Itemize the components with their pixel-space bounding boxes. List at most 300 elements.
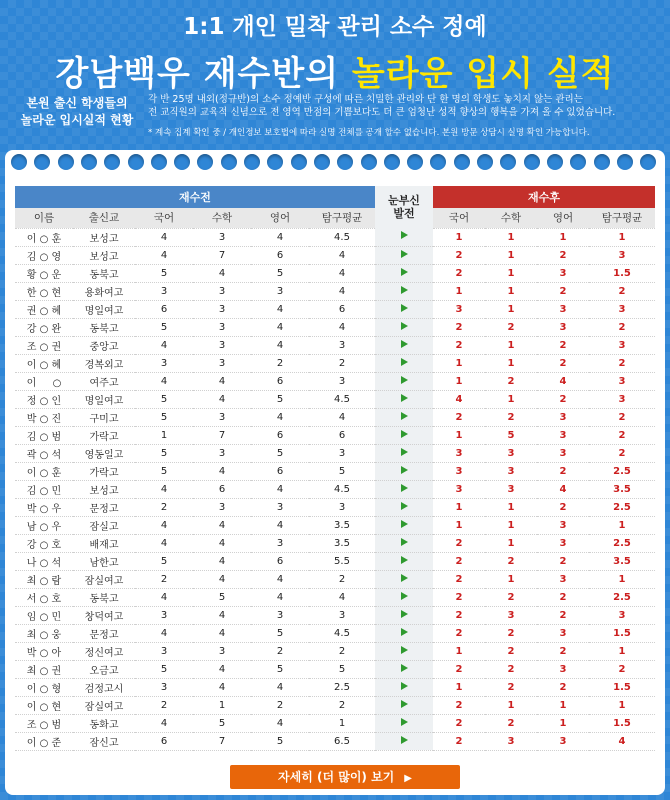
after-inquiry-avg: 2: [589, 426, 655, 444]
binder-hole-icon: [454, 154, 470, 170]
before-math: 3: [193, 642, 251, 660]
student-name: 이 ○ 훈: [15, 228, 73, 246]
binder-hole-icon: [430, 154, 446, 170]
after-math: 1: [485, 282, 537, 300]
before-math: 4: [193, 516, 251, 534]
after-korean: 1: [433, 228, 485, 246]
header-title-yellow: 놀라운 입시 실적: [351, 54, 615, 94]
side-title: [12, 95, 142, 129]
table-row: [15, 552, 655, 570]
student-school: 검정고시: [73, 678, 135, 696]
after-korean: 1: [433, 678, 485, 696]
student-name: 권 ○ 혜: [15, 300, 73, 318]
column-header-row: [15, 208, 655, 228]
after-inquiry-avg: 3: [589, 390, 655, 408]
table-row: [15, 660, 655, 678]
student-name: 황 ○ 운: [15, 264, 73, 282]
student-school: 동북고: [73, 588, 135, 606]
before-inquiry-avg: 6: [309, 300, 375, 318]
after-korean: 3: [433, 444, 485, 462]
before-math: 4: [193, 624, 251, 642]
header-title-white: 강남백우 재수반의: [55, 54, 352, 94]
student-school: 창덕여고: [73, 606, 135, 624]
after-korean: 3: [433, 300, 485, 318]
progress-header-line2: 발전: [393, 207, 415, 220]
after-korean: 2: [433, 318, 485, 336]
before-english: 4: [251, 300, 309, 318]
after-math: 2: [485, 624, 537, 642]
before-korean: 2: [135, 498, 193, 516]
before-inquiry-avg: 4.5: [309, 624, 375, 642]
after-inquiry-avg: 3.5: [589, 480, 655, 498]
after-korean: 2: [433, 732, 485, 750]
student-school: 정신여고: [73, 642, 135, 660]
table-row: [15, 426, 655, 444]
student-name: 김 ○ 범: [15, 426, 73, 444]
before-math: 3: [193, 408, 251, 426]
table-row: [15, 336, 655, 354]
table-row: [15, 642, 655, 660]
after-inquiry-avg: 4: [589, 732, 655, 750]
student-name: 최 ○ 웅: [15, 624, 73, 642]
before-inquiry-avg: 1: [309, 714, 375, 732]
student-school: 영동일고: [73, 444, 135, 462]
col-header-english-before: 영어: [251, 208, 309, 228]
student-school: 보성고: [73, 228, 135, 246]
after-korean: 2: [433, 408, 485, 426]
progress-cell: [375, 552, 433, 570]
after-math: 2: [485, 588, 537, 606]
before-math: 7: [193, 246, 251, 264]
before-english: 4: [251, 336, 309, 354]
play-arrow-icon: [401, 448, 408, 456]
before-english: 5: [251, 624, 309, 642]
progress-cell: [375, 714, 433, 732]
progress-cell: [375, 696, 433, 714]
col-header-name: 이름: [15, 208, 73, 228]
play-arrow-icon: [401, 268, 408, 276]
after-korean: 1: [433, 516, 485, 534]
after-inquiry-avg: 2.5: [589, 534, 655, 552]
before-english: 3: [251, 498, 309, 516]
after-inquiry-avg: 1: [589, 696, 655, 714]
after-inquiry-avg: 3.5: [589, 552, 655, 570]
play-arrow-icon: [401, 736, 408, 744]
before-korean: 4: [135, 714, 193, 732]
student-name: 강 ○ 완: [15, 318, 73, 336]
before-math: 6: [193, 480, 251, 498]
before-inquiry-avg: 5: [309, 660, 375, 678]
binder-hole-icon: [384, 154, 400, 170]
play-arrow-icon: [401, 412, 408, 420]
progress-cell: [375, 372, 433, 390]
after-inquiry-avg: 2: [589, 444, 655, 462]
before-math: 3: [193, 282, 251, 300]
after-inquiry-avg: 2.5: [589, 498, 655, 516]
before-inquiry-avg: 4.5: [309, 390, 375, 408]
before-math: 4: [193, 264, 251, 282]
student-name: 한 ○ 현: [15, 282, 73, 300]
header-title-line2: [0, 46, 670, 95]
binder-holes: [5, 154, 665, 174]
after-korean: 2: [433, 660, 485, 678]
student-school: 가락고: [73, 426, 135, 444]
table-row: [15, 444, 655, 462]
before-inquiry-avg: 4: [309, 264, 375, 282]
before-english: 4: [251, 228, 309, 246]
before-inquiry-avg: 2: [309, 642, 375, 660]
binder-hole-icon: [81, 154, 97, 170]
play-arrow-icon: [401, 466, 408, 474]
results-table: [15, 186, 655, 751]
col-header-inquiry-avg-after: 탐구평균: [589, 208, 655, 228]
after-math: 2: [485, 714, 537, 732]
play-arrow-icon: [401, 664, 408, 672]
table-row: [15, 714, 655, 732]
student-name: 박 ○ 우: [15, 498, 73, 516]
progress-header: [375, 186, 433, 228]
after-math: 1: [485, 534, 537, 552]
before-inquiry-avg: 4: [309, 408, 375, 426]
intro-line2: 전 교직원의 교육적 신념으로 전 영역 만점의 기쁨보다도 더 큰 엄청난 성적 향상의 행복을 가져 올 수 있었습니다.: [148, 107, 616, 118]
col-header-school: 출신교: [73, 208, 135, 228]
after-english: 2: [537, 390, 589, 408]
before-inquiry-avg: 3: [309, 444, 375, 462]
play-arrow-icon: [401, 394, 408, 402]
after-math: 5: [485, 426, 537, 444]
student-school: 동북고: [73, 264, 135, 282]
after-english: 3: [537, 516, 589, 534]
side-title-line1: 본원 출신 학생들의: [26, 96, 128, 110]
before-math: 7: [193, 426, 251, 444]
after-inquiry-avg: 3: [589, 246, 655, 264]
before-inquiry-avg: 3.5: [309, 534, 375, 552]
student-school: 구미고: [73, 408, 135, 426]
binder-hole-icon: [547, 154, 563, 170]
student-name: 나 ○ 석: [15, 552, 73, 570]
after-korean: 2: [433, 534, 485, 552]
play-arrow-icon: [401, 538, 408, 546]
after-korean: 2: [433, 714, 485, 732]
student-school: 중앙고: [73, 336, 135, 354]
after-english: 3: [537, 660, 589, 678]
binder-hole-icon: [291, 154, 307, 170]
progress-cell: [375, 300, 433, 318]
progress-cell: [375, 228, 433, 246]
after-inquiry-avg: 1.5: [589, 624, 655, 642]
after-math: 1: [485, 696, 537, 714]
before-inquiry-avg: 3: [309, 372, 375, 390]
before-english: 6: [251, 552, 309, 570]
after-english: 2: [537, 606, 589, 624]
after-math: 1: [485, 390, 537, 408]
after-korean: 2: [433, 588, 485, 606]
after-inquiry-avg: 1: [589, 570, 655, 588]
table-row: [15, 696, 655, 714]
binder-hole-icon: [640, 154, 656, 170]
before-english: 3: [251, 534, 309, 552]
binder-hole-icon: [267, 154, 283, 170]
before-inquiry-avg: 4: [309, 282, 375, 300]
before-english: 2: [251, 354, 309, 372]
after-inquiry-avg: 3: [589, 336, 655, 354]
student-school: 문정고: [73, 624, 135, 642]
before-inquiry-avg: 4.5: [309, 480, 375, 498]
after-korean: 1: [433, 354, 485, 372]
binder-hole-icon: [34, 154, 50, 170]
progress-cell: [375, 444, 433, 462]
before-korean: 5: [135, 462, 193, 480]
before-math: 3: [193, 444, 251, 462]
after-english: 3: [537, 534, 589, 552]
before-inquiry-avg: 3: [309, 498, 375, 516]
before-group-header: 재수전: [15, 186, 375, 208]
play-arrow-icon: [401, 286, 408, 294]
before-inquiry-avg: 2: [309, 354, 375, 372]
student-name: 이 ○ 현: [15, 696, 73, 714]
play-arrow-icon: [401, 700, 408, 708]
play-arrow-icon: [401, 592, 408, 600]
student-name: 최 ○ 권: [15, 660, 73, 678]
binder-hole-icon: [221, 154, 237, 170]
chevron-right-icon: ▶: [404, 773, 412, 784]
student-school: 가락고: [73, 462, 135, 480]
table-row: [15, 228, 655, 246]
binder-hole-icon: [594, 154, 610, 170]
student-school: 문정고: [73, 498, 135, 516]
table-row: [15, 606, 655, 624]
results-panel: [5, 150, 665, 795]
col-header-math-before: 수학: [193, 208, 251, 228]
after-math: 1: [485, 246, 537, 264]
intro-text: [148, 93, 663, 119]
after-korean: 1: [433, 282, 485, 300]
after-english: 3: [537, 264, 589, 282]
progress-cell: [375, 246, 433, 264]
student-school: 배재고: [73, 534, 135, 552]
after-english: 3: [537, 408, 589, 426]
after-korean: 1: [433, 498, 485, 516]
student-name: 조 ○ 권: [15, 336, 73, 354]
after-english: 2: [537, 336, 589, 354]
before-korean: 5: [135, 264, 193, 282]
before-math: 7: [193, 732, 251, 750]
before-inquiry-avg: 6.5: [309, 732, 375, 750]
after-inquiry-avg: 2.5: [589, 462, 655, 480]
after-math: 2: [485, 660, 537, 678]
before-korean: 4: [135, 246, 193, 264]
after-english: 4: [537, 480, 589, 498]
table-row: [15, 678, 655, 696]
binder-hole-icon: [361, 154, 377, 170]
student-name: 서 ○ 호: [15, 588, 73, 606]
binder-hole-icon: [58, 154, 74, 170]
before-math: 3: [193, 354, 251, 372]
after-math: 3: [485, 606, 537, 624]
before-inquiry-avg: 2: [309, 570, 375, 588]
play-arrow-icon: [401, 502, 408, 510]
before-korean: 5: [135, 408, 193, 426]
before-korean: 4: [135, 516, 193, 534]
before-english: 4: [251, 408, 309, 426]
before-korean: 5: [135, 552, 193, 570]
before-english: 6: [251, 462, 309, 480]
after-math: 1: [485, 336, 537, 354]
student-name: 이 ○ 형: [15, 678, 73, 696]
before-korean: 4: [135, 588, 193, 606]
student-school: 동화고: [73, 714, 135, 732]
play-arrow-icon: [401, 250, 408, 258]
after-english: 4: [537, 372, 589, 390]
table-row: [15, 318, 655, 336]
after-korean: 2: [433, 570, 485, 588]
play-arrow-icon: [401, 682, 408, 690]
before-english: 5: [251, 264, 309, 282]
before-math: 4: [193, 462, 251, 480]
play-arrow-icon: [401, 520, 408, 528]
progress-cell: [375, 534, 433, 552]
play-arrow-icon: [401, 556, 408, 564]
table-row: [15, 516, 655, 534]
student-name: 강 ○ 호: [15, 534, 73, 552]
before-korean: 4: [135, 372, 193, 390]
binder-hole-icon: [407, 154, 423, 170]
binder-hole-icon: [337, 154, 353, 170]
student-school: 오금고: [73, 660, 135, 678]
student-school: 경복외고: [73, 354, 135, 372]
progress-cell: [375, 318, 433, 336]
after-inquiry-avg: 2: [589, 318, 655, 336]
before-inquiry-avg: 2: [309, 696, 375, 714]
student-school: 명일여고: [73, 390, 135, 408]
before-korean: 4: [135, 480, 193, 498]
before-english: 4: [251, 570, 309, 588]
before-inquiry-avg: 4: [309, 318, 375, 336]
after-korean: 3: [433, 462, 485, 480]
after-inquiry-avg: 1.5: [589, 264, 655, 282]
table-row: [15, 390, 655, 408]
after-korean: 2: [433, 246, 485, 264]
progress-cell: [375, 462, 433, 480]
progress-cell: [375, 732, 433, 750]
before-english: 5: [251, 390, 309, 408]
after-math: 2: [485, 408, 537, 426]
table-row: [15, 246, 655, 264]
progress-cell: [375, 264, 433, 282]
before-math: 4: [193, 570, 251, 588]
binder-hole-icon: [11, 154, 27, 170]
play-arrow-icon: [401, 304, 408, 312]
after-korean: 2: [433, 606, 485, 624]
after-korean: 1: [433, 372, 485, 390]
after-english: 2: [537, 678, 589, 696]
after-inquiry-avg: 1: [589, 516, 655, 534]
progress-cell: [375, 678, 433, 696]
student-name: 박 ○ 진: [15, 408, 73, 426]
after-korean: 2: [433, 264, 485, 282]
before-math: 4: [193, 678, 251, 696]
before-korean: 2: [135, 570, 193, 588]
play-arrow-icon: [401, 358, 408, 366]
before-english: 3: [251, 282, 309, 300]
after-korean: 2: [433, 552, 485, 570]
before-english: 4: [251, 318, 309, 336]
before-english: 4: [251, 588, 309, 606]
before-inquiry-avg: 5: [309, 462, 375, 480]
student-school: 잠실여고: [73, 696, 135, 714]
binder-hole-icon: [174, 154, 190, 170]
after-korean: 2: [433, 696, 485, 714]
student-school: 용화여고: [73, 282, 135, 300]
table-row: [15, 264, 655, 282]
before-math: 5: [193, 588, 251, 606]
student-name: 이 ○ 혜: [15, 354, 73, 372]
binder-hole-icon: [570, 154, 586, 170]
binder-hole-icon: [617, 154, 633, 170]
before-inquiry-avg: 4: [309, 246, 375, 264]
before-english: 2: [251, 642, 309, 660]
results-rows: [15, 228, 655, 750]
binder-hole-icon: [104, 154, 120, 170]
after-english: 2: [537, 282, 589, 300]
table-row: [15, 408, 655, 426]
play-arrow-icon: [401, 610, 408, 618]
before-inquiry-avg: 5.5: [309, 552, 375, 570]
binder-hole-icon: [500, 154, 516, 170]
more-button[interactable]: [230, 765, 460, 789]
before-english: 5: [251, 732, 309, 750]
before-korean: 1: [135, 426, 193, 444]
play-arrow-icon: [401, 376, 408, 384]
play-arrow-icon: [401, 574, 408, 582]
before-math: 1: [193, 696, 251, 714]
before-korean: 6: [135, 732, 193, 750]
after-english: 2: [537, 588, 589, 606]
before-math: 4: [193, 606, 251, 624]
after-korean: 2: [433, 336, 485, 354]
before-math: 3: [193, 498, 251, 516]
before-english: 5: [251, 444, 309, 462]
before-korean: 4: [135, 624, 193, 642]
after-english: 3: [537, 732, 589, 750]
after-english: 1: [537, 228, 589, 246]
student-name: 이 ○ 훈: [15, 462, 73, 480]
after-inquiry-avg: 2: [589, 282, 655, 300]
after-english: 3: [537, 444, 589, 462]
before-math: 4: [193, 534, 251, 552]
before-english: 4: [251, 516, 309, 534]
before-math: 4: [193, 660, 251, 678]
student-school: 잠신고: [73, 732, 135, 750]
student-school: 여주고: [73, 372, 135, 390]
before-korean: 4: [135, 228, 193, 246]
after-english: 3: [537, 300, 589, 318]
binder-hole-icon: [244, 154, 260, 170]
before-inquiry-avg: 4.5: [309, 228, 375, 246]
before-english: 2: [251, 696, 309, 714]
after-math: 1: [485, 570, 537, 588]
after-inquiry-avg: 3: [589, 300, 655, 318]
student-school: 명일여고: [73, 300, 135, 318]
after-math: 2: [485, 642, 537, 660]
after-english: 3: [537, 318, 589, 336]
before-english: 6: [251, 372, 309, 390]
side-title-line2: 놀라운 입시실적 현황: [20, 113, 134, 127]
student-school: 잠실고: [73, 516, 135, 534]
after-inquiry-avg: 3: [589, 606, 655, 624]
progress-cell: [375, 516, 433, 534]
progress-cell: [375, 426, 433, 444]
